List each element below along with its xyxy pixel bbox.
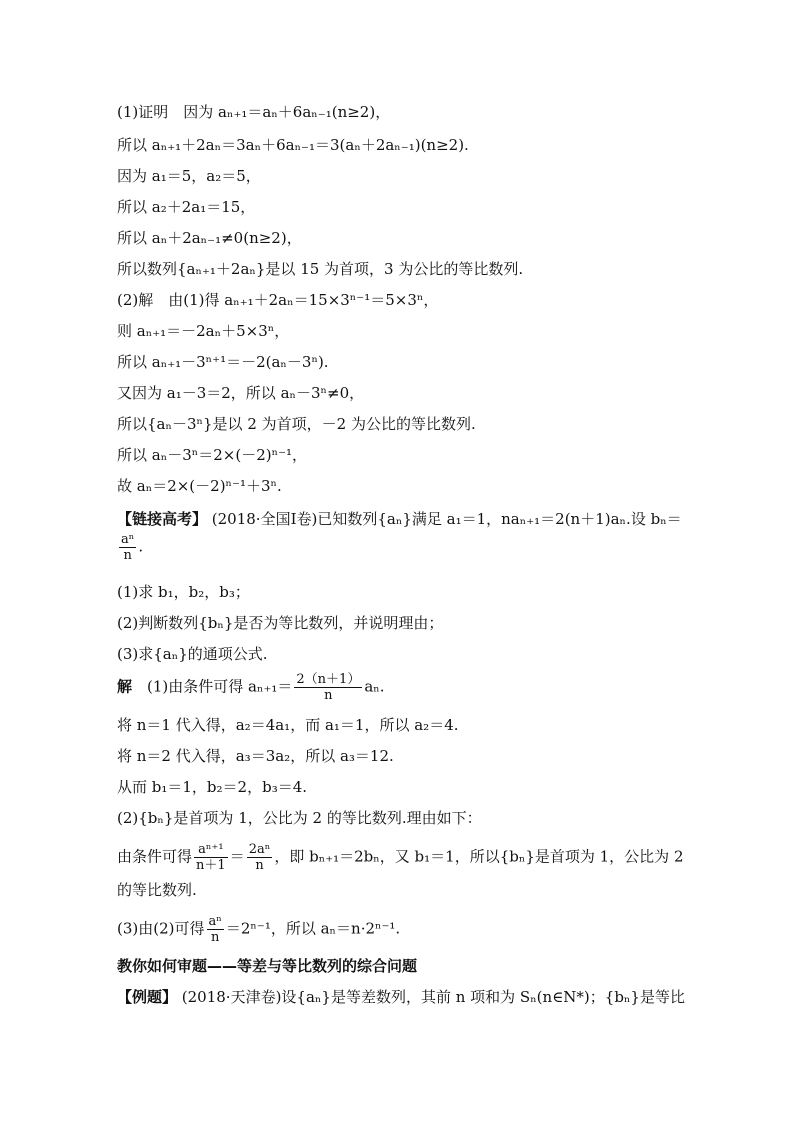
answer-line-1: 解 (1)由条件可得 aₙ₊₁＝ $\frac{2(n+1)}{n}$ aₙ.: [117, 672, 385, 703]
general-term-fraction: $\frac{\text{aⁿ}}{n}$: [208, 914, 222, 945]
example-tag: 【例题】: [117, 988, 178, 1006]
link-gaokao-text: (2018·全国Ⅰ卷)已知数列{aₙ}满足 a₁＝1，naₙ₊₁＝2(n＋1)aₙ.设 bₙ＝: [207, 510, 682, 528]
solution-line-5: 所以{aₙ－3ⁿ}是以 2 为首项，－2 为公比的等比数列.: [117, 415, 476, 433]
proof-line-6: 所以数列{aₙ₊₁＋2aₙ}是以 15 为首项，3 为公比的等比数列.: [117, 260, 524, 278]
solution-line-4: 又因为 a₁－3＝2，所以 aₙ－3ⁿ≠0，: [117, 384, 365, 402]
proof-line-3: 因为 a₁＝5，a₂＝5，: [117, 167, 261, 185]
bn-fraction: $\frac{\text{aⁿ}}{n}$: [121, 532, 135, 563]
section-title: 教你如何审题——等差与等比数列的综合问题: [117, 957, 418, 975]
proof-line-1: (1)证明 因为 aₙ₊₁＝aₙ＋6aₙ₋₁(n≥2)，: [117, 103, 391, 121]
link-gaokao-tag: 【链接高考】: [117, 510, 208, 528]
ratio-fraction-left: $\frac{\text{aⁿ⁺¹}}{n+1}$: [196, 842, 226, 873]
question-2: (2)判断数列{bₙ}是否为等比数列，并说明理由；: [117, 614, 444, 632]
question-1: (1)求 b₁，b₂，b₃；: [117, 583, 250, 601]
solution-line-7: 故 aₙ＝2×(－2)ⁿ⁻¹＋3ⁿ.: [117, 477, 282, 495]
proof-line-4: 所以 a₂＋2a₁＝15，: [117, 198, 256, 216]
proof-line-5: 所以 aₙ＋2aₙ₋₁≠0(n≥2)，: [117, 229, 302, 247]
answer-label: 解: [117, 677, 133, 696]
answer-line-5: (2){bₙ}是首项为 1，公比为 2 的等比数列.理由如下：: [117, 809, 482, 827]
recurrence-fraction: $\frac{2(n+1)}{n}$: [296, 672, 361, 703]
link-gaokao-fraction-line: $\frac{\text{aⁿ}}{n}$ .: [121, 532, 144, 563]
answer-line-3: 将 n＝2 代入得，a₃＝3a₂，所以 a₃＝12.: [117, 747, 394, 765]
example-line: [117, 987, 685, 1007]
answer-line-8: (3)由(2)可得 $\frac{\text{aⁿ}}{n}$ ＝2ⁿ⁻¹，所以 aₙ＝n·2ⁿ⁻¹.: [117, 914, 401, 945]
answer-line-6: 由条件可得 $\frac{\text{aⁿ⁺¹}}{n+1}$ ＝ $\frac{\text{2aⁿ}}{n}$ ，即 bₙ₊₁＝2bₙ，又 b₁＝1，所以{bₙ}是首项为 1，公比为 2: [117, 842, 684, 873]
solution-line-2: 则 aₙ₊₁＝－2aₙ＋5×3ⁿ，: [117, 322, 290, 340]
answer-line-4: 从而 b₁＝1，b₂＝2，b₃＝4.: [117, 778, 308, 796]
example-text: (2018·天津卷)设{aₙ}是等差数列，其前 n 项和为 Sₙ(n∈N*)；{bₙ}是等比: [177, 988, 685, 1006]
solution-line-1: (2)解 由(1)得 aₙ₊₁＋2aₙ＝15×3ⁿ⁻¹＝5×3ⁿ，: [117, 291, 439, 309]
ratio-fraction-right: $\frac{\text{2aⁿ}}{n}$: [248, 842, 271, 873]
answer-line-2: 将 n＝1 代入得，a₂＝4a₁，而 a₁＝1，所以 a₂＝4.: [117, 716, 459, 734]
solution-line-3: 所以 aₙ₊₁－3ⁿ⁺¹＝－2(aₙ－3ⁿ).: [117, 353, 329, 371]
solution-line-6: 所以 aₙ－3ⁿ＝2×(－2)ⁿ⁻¹，: [117, 446, 308, 464]
answer-line-7: 的等比数列.: [117, 881, 197, 899]
proof-line-2: 所以 aₙ₊₁＋2aₙ＝3aₙ＋6aₙ₋₁＝3(aₙ＋2aₙ₋₁)(n≥2).: [117, 136, 469, 154]
question-3: (3)求{aₙ}的通项公式.: [117, 645, 268, 663]
link-gaokao-line: [117, 509, 682, 529]
